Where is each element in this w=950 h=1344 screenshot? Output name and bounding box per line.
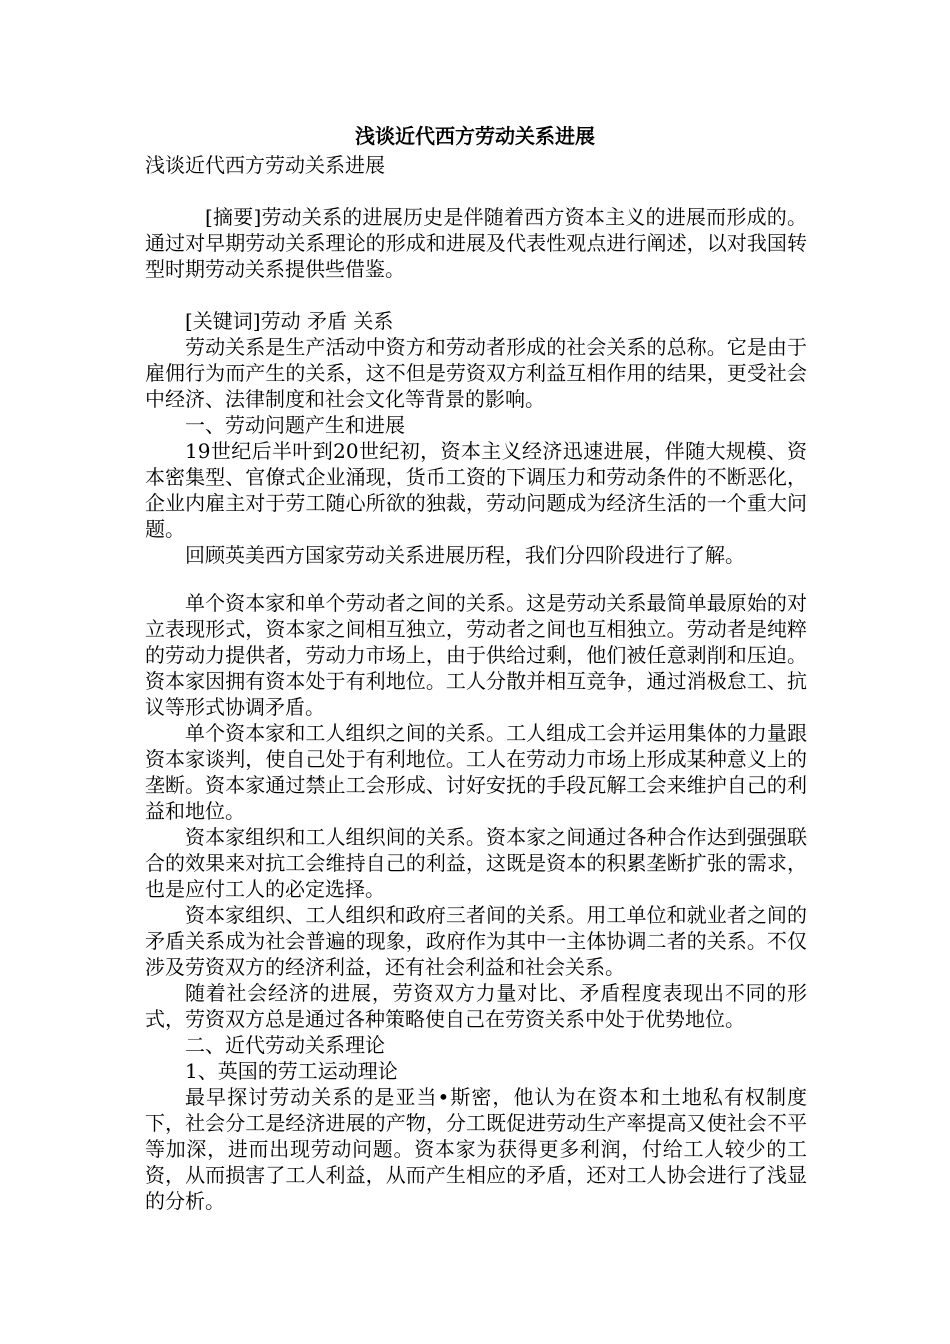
body-paragraph: 资本家组织和工人组织间的关系。资本家之间通过各种合作达到强强联合的效果来对抗工会维持自己的利益，这既是资本的积累垄断扩张的需求，也是应付工人的必定选择。 xyxy=(145,825,807,901)
document-body xyxy=(145,152,807,1214)
document-title: 浅谈近代西方劳动关系进展 xyxy=(355,124,595,148)
spacer xyxy=(145,282,807,308)
abstract-paragraph: [摘要]劳动关系的进展历史是伴随着西方资本主义的进展而形成的。通过对早期劳动关系理论的形成和进展及代表性观点进行阐述，以对我国转型时期劳动关系提供些借鉴。 xyxy=(145,205,807,281)
body-paragraph: 最早探讨劳动关系的是亚当•斯密，他认为在资本和土地私有权制度下，社会分工是经济进展的产物，分工既促进劳动生产率提高又使社会不平等加深，进而出现劳动问题。资本家为获得更多利润，付给工人较少的工资，从而损害了工人利益，从而产生相应的矛盾，还对工人协会进行了浅显的分析。 xyxy=(145,1085,807,1213)
spacer xyxy=(145,178,807,204)
body-paragraph: 19世纪后半叶到20世纪初，资本主义经济迅速进展，伴随大规模、资本密集型、官僚式企业涌现，货币工资的下调压力和劳动条件的不断恶化，企业内雇主对于劳工随心所欲的独裁，劳动问题成为经济生活的一个重大问题。 xyxy=(145,439,807,541)
section-heading: 一、劳动问题产生和进展 xyxy=(185,413,405,437)
body-paragraph: 单个资本家和工人组织之间的关系。工人组成工会并运用集体的力量跟资本家谈判，使自己处于有利地位。工人在劳动力市场上形成某种意义上的垄断。资本家通过禁止工会形成、讨好安抚的手段瓦解工会来维护自己的利益和地位。 xyxy=(145,721,807,823)
keywords-line: [关键词]劳动 矛盾 关系 xyxy=(185,309,394,333)
body-paragraph: 随着社会经济的进展，劳资双方力量对比、矛盾程度表现出不同的形式，劳资双方总是通过各种策略使自己在劳资关系中处于优势地位。 xyxy=(145,981,807,1031)
body-paragraph: 资本家组织、工人组织和政府三者间的关系。用工单位和就业者之间的矛盾关系成为社会普遍的现象，政府作为其中一主体协调二者的关系。不仅涉及劳资双方的经济利益，还有社会利益和社会关系。 xyxy=(145,903,807,979)
section-heading: 二、近代劳动关系理论 xyxy=(185,1033,385,1057)
body-paragraph: 回顾英美西方国家劳动关系进展历程，我们分四阶段进行了解。 xyxy=(185,543,745,567)
subsection-heading: 1、英国的劳工运动理论 xyxy=(185,1059,398,1083)
document-subtitle: 浅谈近代西方劳动关系进展 xyxy=(145,153,385,177)
body-paragraph: 单个资本家和单个劳动者之间的关系。这是劳动关系最简单最原始的对立表现形式，资本家之间相互独立，劳动者之间也互相独立。劳动者是纯粹的劳动力提供者，劳动力市场上，由于供给过剩，他们被任意剥削和压迫。资本家因拥有资本处于有利地位。工人分散并相互竞争，通过消极怠工、抗议等形式协调矛盾。 xyxy=(145,591,807,719)
body-paragraph: 劳动关系是生产活动中资方和劳动者形成的社会关系的总称。它是由于雇佣行为而产生的关系，这不但是劳资双方利益互相作用的结果，更受社会中经济、法律制度和社会文化等背景的影响。 xyxy=(145,335,807,411)
spacer xyxy=(145,568,807,590)
